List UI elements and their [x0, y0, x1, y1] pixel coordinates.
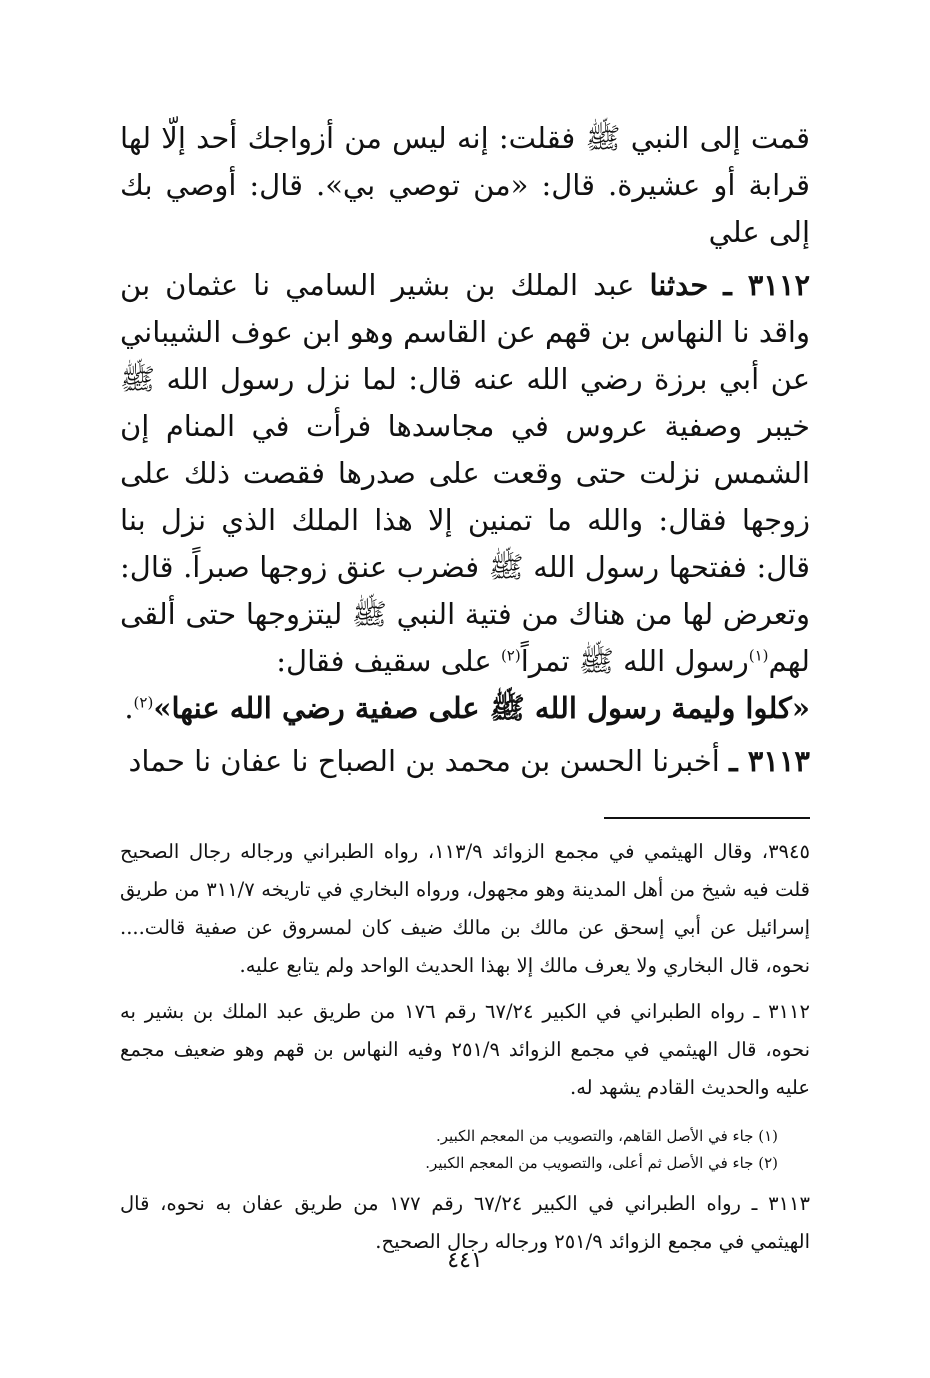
footnotes	[120, 833, 810, 1261]
note-3113: ٣١١٣ ـ رواه الطبراني في الكبير ٦٧/٢٤ رقم ١٧٧ من طريق عفان به نحوه، قال الهيثمي في مجمع الزوائد ٢٥١/٩ ورجاله رجال الصحيح.	[120, 1192, 810, 1253]
hadith-text-cont: رسول الله ﷺ تمراً	[520, 644, 749, 678]
hadith-3112	[120, 262, 810, 685]
hadith-text: أخبرنا الحسن بن محمد بن الصباح نا عفان نا حماد	[128, 744, 720, 778]
hadith-quote: «كلوا وليمة رسول الله ﷺ على صفية رضي الله عنها»	[153, 691, 810, 725]
hadith-lead-word: حدثنا	[649, 268, 709, 302]
footnote-ref-1: (١)	[748, 646, 769, 665]
sub-footnote-2: (٢) جاء في الأصل ثم أعلى، والتصويب من المعجم الكبير.	[425, 1154, 778, 1172]
note-3112: ٣١١٢ ـ رواه الطبراني في الكبير ٦٧/٢٤ رقم ١٧٦ من طريق عبد الملك بن بشير به نحوه، قال الهيثمي في مجمع الزوائد ٢٥١/٩ وفيه النهاس بن قهم وهو ضعيف مجمع عليه والحديث القادم يشهد له.	[120, 1000, 811, 1099]
hadith-text-end: على سقيف فقال:	[276, 644, 501, 678]
hadith-number: ٣١١٣ ـ	[729, 744, 810, 778]
hadith-number: ٣١١٢ ـ	[723, 268, 811, 302]
quote-end: .	[124, 691, 134, 725]
footnote-ref-2: (٢)	[500, 646, 521, 665]
hadith-3113	[120, 738, 810, 785]
footnote-divider	[604, 817, 810, 819]
sub-footnotes	[120, 1123, 810, 1177]
main-text	[120, 115, 810, 785]
page-number: ٤٤١	[447, 1248, 483, 1273]
hadith-text: عبد الملك بن بشير السامي نا عثمان بن واقد نا النهاس بن قهم عن القاسم وهو ابن عوف الشيباني عن أبي برزة رضي الله عنه قال: لما نزل رسول الله ﷺ خيبر وصفية عروس في مجاسدها فرأت في المنام إن الشمس نزلت حتى وقعت على صدرها فقصت ذلك على زوجها فقال: والله ما تمنين إلا هذا الملك الذي نزل بنا قال: ففتحها رسول الله ﷺ فضرب عنق زوجها صبراً. قال: وتعرض لها من هناك من فتية النبي ﷺ ليتزوجها حتى ألقى لهم	[120, 268, 810, 678]
footnote-ref-2b: (٢)	[133, 693, 154, 712]
paragraph-continuation: قمت إلى النبي ﷺ فقلت: إنه ليس من أزواجك أحد إلّا لها قرابة أو عشيرة. قال: «من توصي بي». قال: أوصي بك إلى علي	[120, 121, 810, 249]
sub-footnote-1: (١) جاء في الأصل القاهم، والتصويب من المعجم الكبير.	[436, 1127, 778, 1145]
hadith-quote-line	[120, 685, 810, 732]
note-3945: ٣٩٤٥، وقال الهيثمي في مجمع الزوائد ١١٣/٩، رواه الطبراني ورجاله رجال الصحيح قلت فيه شيخ من أهل المدينة وهو مجهول، ورواه البخاري في تاريخه ٣١١/٧ من طريق إسرائيل عن أبي إسحق عن مالك بن مالك ضيف كان لمسروق عن صفية قالت.... نحوه، قال البخاري ولا يعرف مالك إلا بهذا الحديث الواحد ولم يتابع عليه.	[120, 840, 811, 977]
